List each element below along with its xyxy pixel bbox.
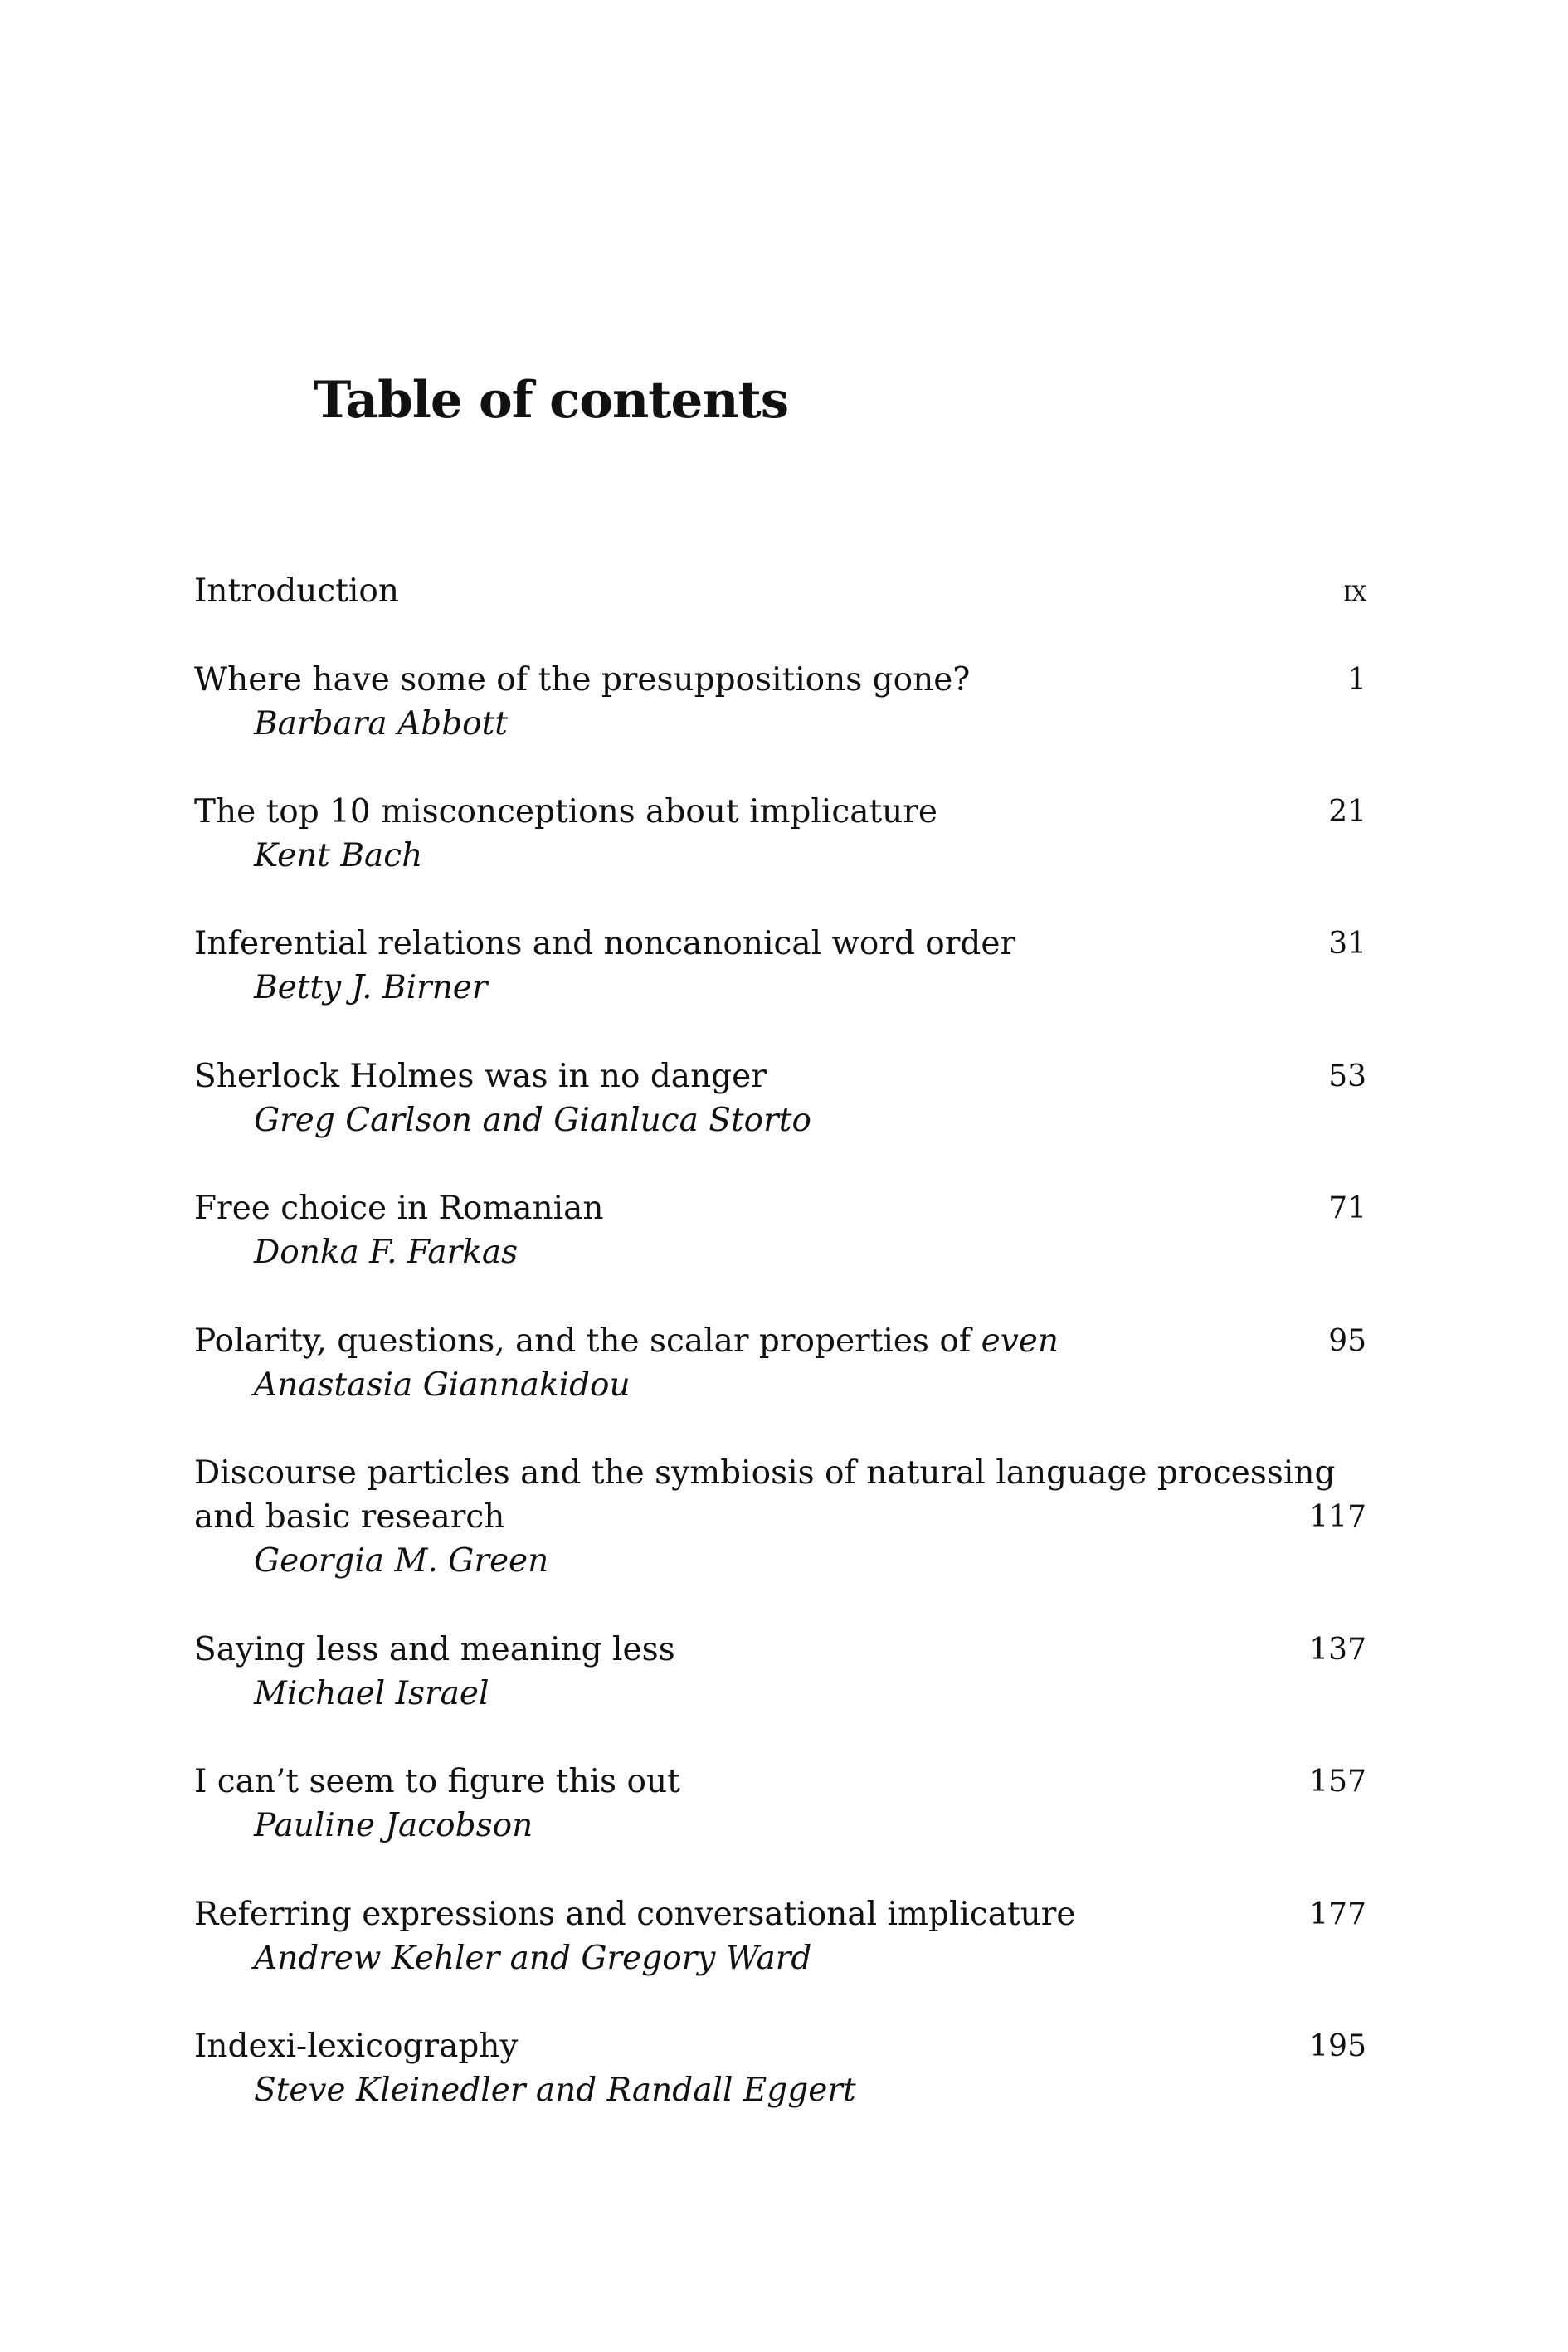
toc-entry-title-line [194, 790, 1366, 834]
toc-entry-page: 157 [1309, 1765, 1366, 1799]
toc-entry-title: Where have some of the presuppositions gone? [194, 661, 971, 699]
toc-entry-page: 177 [1309, 1897, 1366, 1931]
toc-entry-author: Steve Kleinedler and Randall Eggert [254, 2072, 856, 2109]
toc-entry-page: 31 [1328, 927, 1366, 961]
toc-entry-title-line [194, 658, 1366, 702]
toc-entry-title-line [194, 1628, 1366, 1672]
toc-entry-title-line [194, 1054, 1366, 1098]
toc-entry-title-emphasis: even [981, 1322, 1059, 1360]
toc-entry-page: 1 [1347, 663, 1366, 697]
toc-entry-introduction [194, 569, 1366, 613]
toc-entry-title-prefix: Polarity, questions, and the scalar properties of [194, 1322, 981, 1360]
toc-entry-title: Saying less and meaning less [194, 1631, 675, 1668]
toc-entry-page: 117 [1309, 1500, 1366, 1534]
toc-entry-author: Kent Bach [254, 837, 423, 874]
toc-entry-page: ix [1343, 574, 1366, 608]
toc-entry-green [194, 1451, 1366, 1583]
toc-entry-title: Free choice in Romanian [194, 1190, 604, 1227]
toc-entry-jacobson [194, 1760, 1366, 1848]
toc-entry-author: Michael Israel [254, 1675, 489, 1712]
toc-entry-title: Discourse particles and the symbiosis of natural language processing [194, 1454, 1336, 1492]
toc-entry-author: Barbara Abbott [254, 705, 508, 743]
toc-entry-title-line-1 [194, 1451, 1366, 1495]
toc-entry-title: I can’t seem to figure this out [194, 1763, 680, 1800]
toc-entry-title [194, 1319, 1059, 1363]
toc-entry-giannakidou [194, 1319, 1366, 1407]
toc-entry-israel [194, 1628, 1366, 1716]
toc-entry-page: 21 [1328, 795, 1366, 829]
toc-entry-farkas [194, 1186, 1366, 1274]
toc-entry-page: 95 [1328, 1324, 1366, 1358]
toc-entry-author: Greg Carlson and Gianluca Storto [254, 1102, 811, 1139]
toc-entry-author: Georgia M. Green [254, 1542, 549, 1580]
toc-entry-carlson-storto [194, 1054, 1366, 1142]
toc-entry-title: Indexi-lexicography [194, 2028, 519, 2065]
toc-entry-page: 53 [1328, 1059, 1366, 1093]
toc-entry-title-line [194, 922, 1366, 966]
page-title: Table of contents [314, 371, 789, 430]
toc-entry-title-line [194, 569, 1366, 613]
toc-entry-title: Inferential relations and noncanonical word order [194, 925, 1016, 962]
toc-entry-title-line [194, 1760, 1366, 1804]
toc-entry-author: Anastasia Giannakidou [254, 1366, 631, 1404]
toc-entry-title-line [194, 2024, 1366, 2068]
toc-entry-page: 71 [1328, 1191, 1366, 1225]
toc-entry-author: Andrew Kehler and Gregory Ward [254, 1940, 812, 1977]
toc-entry-birner [194, 922, 1366, 1010]
toc-entry-title: Introduction [194, 572, 399, 610]
toc-entry-abbott [194, 658, 1366, 746]
toc-entry-page: 137 [1309, 1633, 1366, 1667]
toc-entry-bach [194, 790, 1366, 878]
toc-entry-title: Referring expressions and conversational implicature [194, 1896, 1076, 1933]
toc-entry-author: Donka F. Farkas [254, 1234, 519, 1271]
toc-entry-author: Betty J. Birner [254, 969, 488, 1006]
toc-entry-title-line [194, 1186, 1366, 1230]
toc-entry-title: Sherlock Holmes was in no danger [194, 1058, 767, 1095]
toc-entry-page: 195 [1309, 2029, 1366, 2063]
toc-entry-kehler-ward [194, 1892, 1366, 1980]
toc-entry-title-continuation: and basic research [194, 1498, 505, 1536]
toc-entry-title-line [194, 1319, 1366, 1363]
toc-entry-author: Pauline Jacobson [254, 1807, 533, 1844]
toc-entry-title: The top 10 misconceptions about implicature [194, 793, 937, 830]
toc-entry-title-line-2 [194, 1495, 1366, 1539]
toc-entry-kleinedler-eggert [194, 2024, 1366, 2112]
toc-entry-title-line [194, 1892, 1366, 1936]
